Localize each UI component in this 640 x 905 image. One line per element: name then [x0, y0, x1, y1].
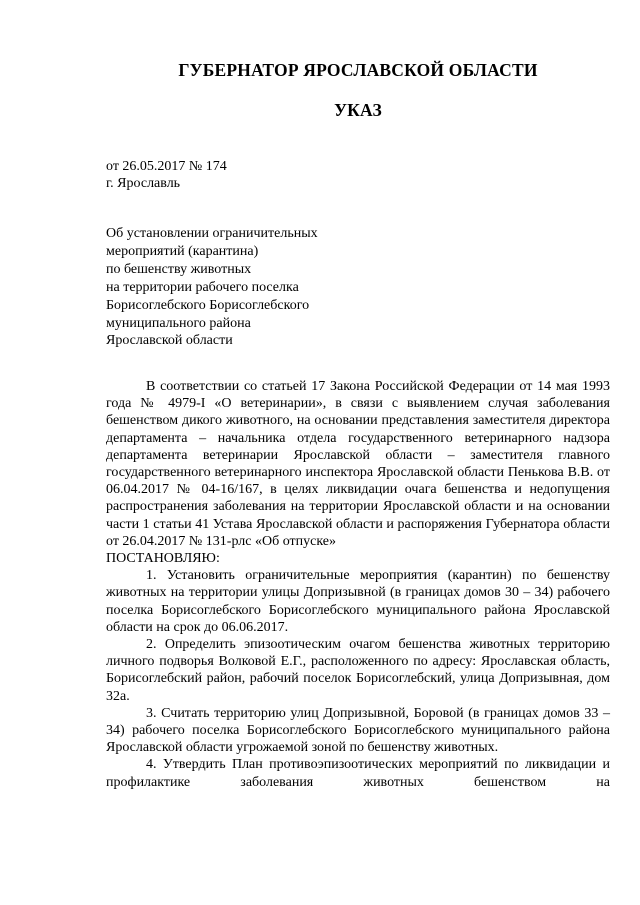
decree-word: ПОСТАНОВЛЯЮ:: [106, 551, 220, 567]
subject-line: мероприятий (карантина): [106, 244, 259, 259]
decree-item-1: 1. Установить ограничительные мероприятия (карантин) по бешенству животных на территории улицы Допризывной (в границах домов 30 – 34) рабочего поселка Борисоглебского Борисоглебского муниципального района Ярославской области на срок до 06.06.2017.: [106, 568, 610, 635]
document-date-number: от 26.05.2017 № 174: [106, 159, 227, 174]
document-city: г. Ярославль: [106, 176, 181, 191]
document-type-heading: УКАЗ: [334, 100, 382, 120]
subject-line: Борисоглебского Борисоглебского: [106, 298, 310, 313]
decree-item-2: 2. Определить эпизоотическим очагом бешенства животных территорию личного подворья Волковой Е.Г., расположенного по адресу: Ярославская область, Борисоглебский район, рабочий поселок Борисоглебский, улица Допризывная, дом 32а.: [106, 637, 610, 704]
subject-line: Ярославской области: [106, 333, 233, 348]
subject-line: Об установлении ограничительных: [106, 226, 318, 241]
issuing-authority-heading: ГУБЕРНАТОР ЯРОСЛАВСКОЙ ОБЛАСТИ: [178, 60, 538, 80]
subject-line: на территории рабочего поселка: [106, 280, 299, 295]
decree-item-3: 3. Считать территорию улиц Допризывной, Боровой (в границах домов 33 – 34) рабочего поселка Борисоглебского Борисоглебского муниципального района Ярославской области угрожаемой зоной по бешенству животных.: [106, 705, 610, 756]
preamble-paragraph: В соответствии со статьей 17 Закона Российской Федерации от 14 мая 1993 года № 4979-I «О ветеринарии», в связи с выявлением случая заболевания бешенством дикого животного, на основании представления заместителя директора департамента – начальника отдела государственного ветеринарного надзора департамента ветеринарии Ярославской области – заместителя главного государственного ветеринарного инспектора Ярославской области Пенькова В.В. от 06.04.2017 № 04-16/167, в целях ликвидации очага бешенства и недопущения распространения заболевания на территории Ярославской области и на основании части 1 статьи 41 Устава Ярославской области и распоряжения Губернатора области от 26.04.2017 № 131-рлс «Об отпуске»: [106, 379, 610, 549]
decree-item-4: 4. Утвердить План противоэпизоотических мероприятий по ликвидации и профилактике заболевания животных бешенством на: [106, 757, 610, 790]
subject-line: по бешенству животных: [106, 262, 252, 277]
document-body: [106, 378, 610, 791]
subject-line: муниципального района: [106, 316, 251, 331]
